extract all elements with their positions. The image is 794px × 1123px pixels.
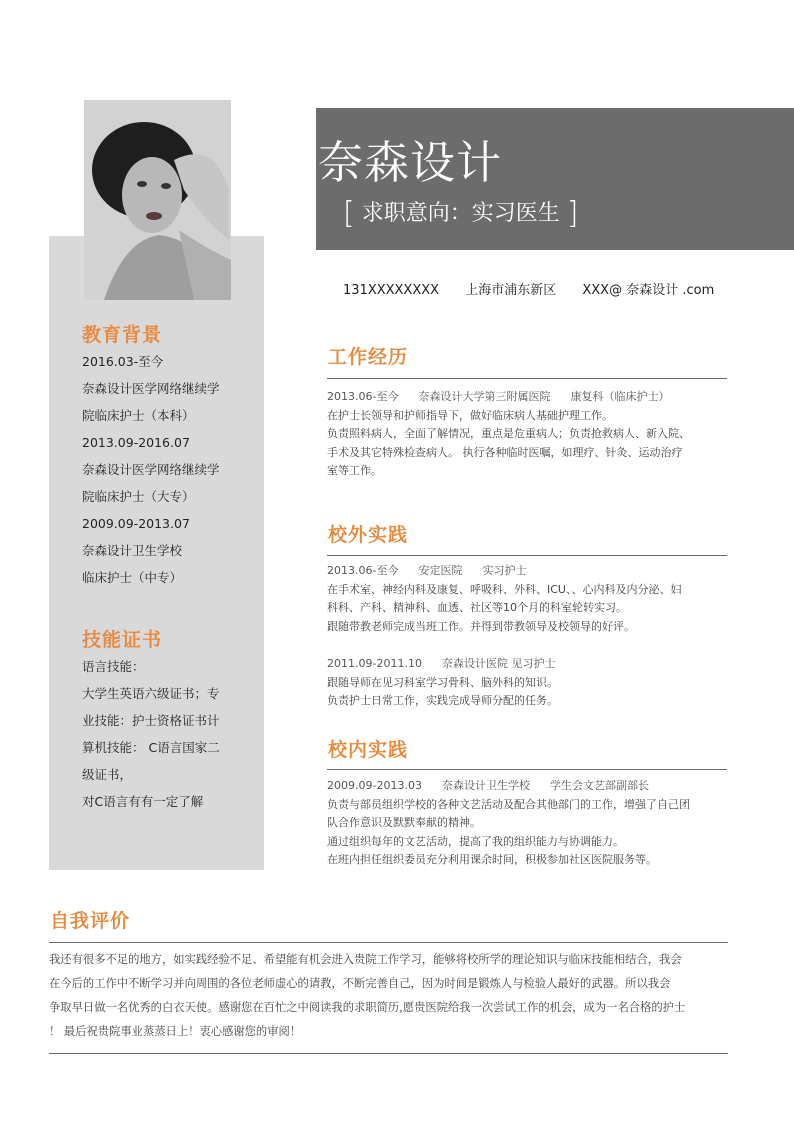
contact-email: XXX@ 奈森设计 .com bbox=[582, 283, 715, 298]
education-line: 奈森设计医学网络继续学 bbox=[82, 381, 220, 396]
contact-row bbox=[343, 279, 736, 298]
education-line: 2013.09-2016.07 bbox=[82, 435, 190, 450]
entry-line: 队合作意识及默默奉献的精神。 bbox=[327, 816, 481, 829]
entry-date: 2009.09-2013.03 bbox=[327, 779, 422, 792]
divider bbox=[49, 1053, 728, 1054]
entry-role: 学生会文艺部副部长 bbox=[549, 779, 649, 792]
work-heading: 工作经历 bbox=[328, 346, 409, 368]
education-line: 2009.09-2013.07 bbox=[82, 516, 190, 531]
contact-address: 上海市浦东新区 bbox=[465, 283, 557, 298]
entry-date: 2013.06-至今 bbox=[327, 564, 399, 577]
self-eval-line: ！ 最后祝贵院事业蒸蒸日上！衷心感谢您的审阅！ bbox=[49, 1025, 302, 1038]
bracket-open: [ bbox=[343, 196, 355, 231]
skills-line: 大学生英语六级证书；专 bbox=[82, 686, 220, 701]
self-eval-heading: 自我评价 bbox=[50, 910, 131, 932]
entry-meta bbox=[327, 655, 732, 674]
internal-heading: 校内实践 bbox=[328, 739, 409, 761]
divider bbox=[327, 378, 727, 379]
entry-meta bbox=[327, 562, 732, 581]
external-entry bbox=[327, 562, 732, 636]
skills-line: 业技能：护士资格证书计 bbox=[82, 713, 220, 728]
entry-role: 实习护士 bbox=[482, 564, 527, 577]
skills-heading: 技能证书 bbox=[82, 629, 163, 651]
entry-line: 在手术室、神经内科及康复、呼吸科、外科、ICU、、心内科及内分泌、妇 bbox=[327, 582, 682, 596]
candidate-name: 奈森设计 bbox=[318, 136, 503, 189]
entry-line: 负责与部员组织学校的各种文艺活动及配合其他部门的工作，增强了自己团 bbox=[327, 797, 690, 811]
education-line: 2016.03-至今 bbox=[82, 354, 164, 369]
entry-line: 室等工作。 bbox=[327, 464, 382, 477]
education-line: 奈森设计卫生学校 bbox=[82, 543, 183, 558]
education-line: 临床护士（中专） bbox=[82, 570, 183, 585]
entry-org: 奈森设计医院 见习护士 bbox=[441, 657, 556, 670]
entry-org: 安定医院 bbox=[418, 564, 463, 577]
entry-meta bbox=[327, 777, 732, 796]
entry-line: 手术及其它特殊检查病人。 执行各种临时医嘱，如理疗、针灸、运动治疗 bbox=[327, 445, 683, 459]
entry-line: 负责护士日常工作，实践完成导师分配的任务。 bbox=[327, 694, 558, 707]
education-heading: 教育背景 bbox=[82, 324, 163, 346]
job-intent bbox=[343, 196, 578, 231]
divider bbox=[49, 942, 728, 943]
entry-line: 通过组织每年的文艺活动，提高了我的组织能力与协调能力。 bbox=[327, 834, 624, 848]
self-eval-line: 争取早日做一名优秀的白衣天使。感谢您在百忙之中阅读我的求职简历,愿贵医院给我一次尝试工作的机会，成为一名合格的护士 bbox=[49, 1001, 686, 1014]
entry-date: 2011.09-2011.10 bbox=[327, 657, 422, 670]
bracket-close: ] bbox=[566, 196, 579, 231]
skills-line: 对C语言有有一定了解 bbox=[82, 794, 204, 809]
entry-line: 在护士长领导和护师指导下，做好临床病人基础护理工作。 bbox=[327, 408, 613, 422]
skills-line: 级证书， bbox=[82, 767, 133, 782]
work-entry bbox=[327, 388, 732, 481]
entry-meta bbox=[327, 388, 732, 407]
entry-line: 跟随带教老师完成当班工作。并得到带教领导及校领导的好评。 bbox=[327, 619, 635, 633]
education-list bbox=[82, 348, 242, 591]
skills-list bbox=[82, 653, 242, 815]
education-line: 院临床护士（本科） bbox=[82, 408, 195, 423]
education-line: 奈森设计医学网络继续学 bbox=[82, 462, 220, 477]
divider bbox=[327, 769, 727, 770]
divider bbox=[327, 555, 727, 556]
entry-org: 奈森设计大学第三附属医院 bbox=[418, 390, 551, 403]
self-eval-line: 我还有很多不足的地方，如实践经验不足、希望能有机会进入贵院工作学习，能够将校所学的理论知识与临床技能相结合，我会 bbox=[49, 953, 682, 966]
external-heading: 校外实践 bbox=[328, 524, 409, 546]
entry-line: 科科、产科、精神科、血透、社区等10个月的科室轮转实习。 bbox=[327, 601, 627, 614]
skills-line: 算机技能： C语言国家二 bbox=[82, 740, 220, 755]
self-eval-line: 在今后的工作中不断学习并向周围的各位老师虚心的请教，不断完善自己，因为时间是锻炼人与检验人最好的武器。所以我会 bbox=[49, 977, 671, 990]
entry-date: 2013.06-至今 bbox=[327, 390, 399, 403]
entry-line: 跟随导师在见习科室学习骨科、脑外科的知识。 bbox=[327, 675, 558, 689]
contact-phone: 131XXXXXXXX bbox=[343, 283, 440, 298]
entry-line: 在班内担任组织委员充分利用课余时间，积极参加社区医院服务等。 bbox=[327, 853, 657, 866]
entry-line: 负责照料病人，全面了解情况，重点是危重病人；负责抢救病人、新入院、 bbox=[327, 427, 690, 440]
internal-entry bbox=[327, 777, 732, 870]
entry-org: 奈森设计卫生学校 bbox=[441, 779, 530, 792]
job-intent-text: 求职意向：实习医生 bbox=[361, 201, 560, 226]
external-entry bbox=[327, 655, 732, 711]
self-eval-text bbox=[49, 948, 729, 1044]
profile-photo bbox=[84, 100, 231, 300]
skills-line: 语言技能： bbox=[82, 659, 145, 674]
education-line: 院临床护士（大专） bbox=[82, 489, 195, 504]
entry-role: 康复科（临床护士） bbox=[570, 390, 670, 403]
